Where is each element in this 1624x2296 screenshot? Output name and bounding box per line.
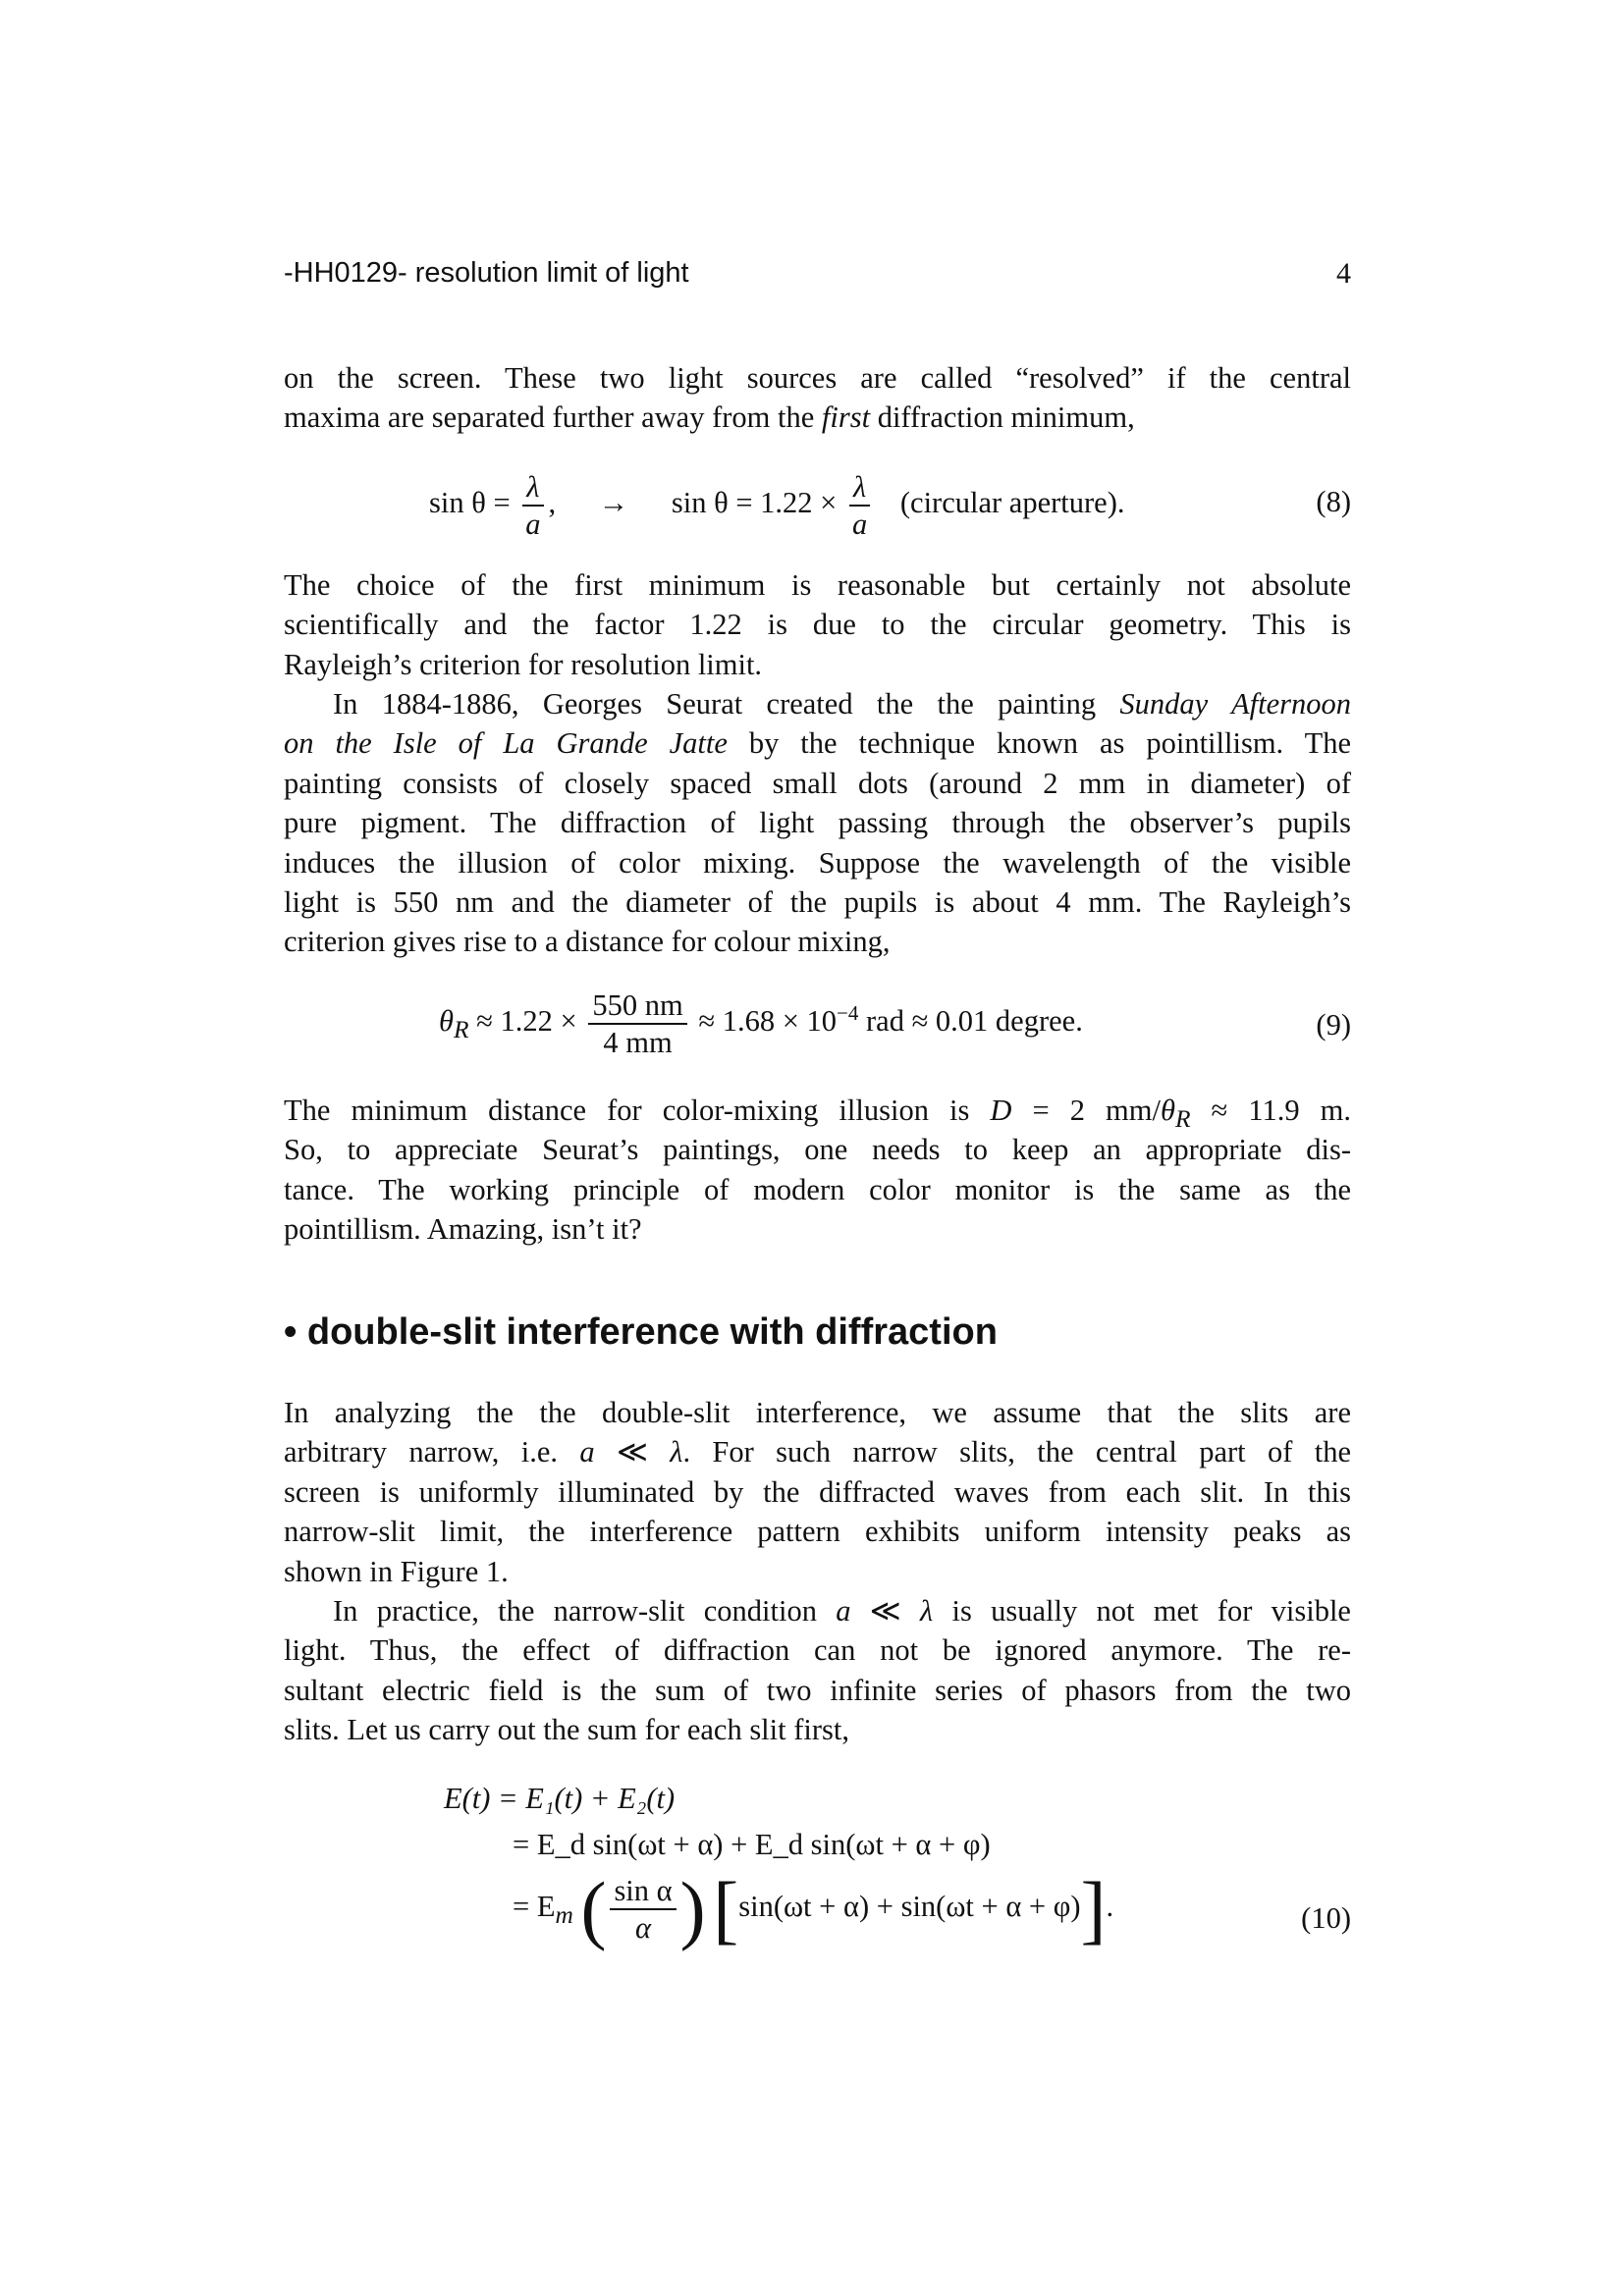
comma: ,	[548, 486, 557, 519]
eq8-rhs: sin θ = 1.22 ×	[671, 486, 838, 519]
denominator: 4 mm	[603, 1026, 673, 1059]
eq8-lhs: sin θ =	[429, 486, 511, 519]
numerator: sin α	[610, 1873, 676, 1910]
bullet: •	[284, 1311, 298, 1353]
text-segment: induces the illusion of color mixing. Suppose the wavelength of the visible	[284, 845, 1351, 880]
text-line	[284, 1091, 1351, 1134]
text-line	[284, 1393, 1351, 1432]
text-segment: slits. Let us carry out the sum for each slit first,	[284, 1713, 849, 1747]
text-segment: R	[1174, 1105, 1191, 1134]
text-segment: So, to appreciate Seurat’s paintings, one needs to keep an appropriate dis-	[284, 1133, 1351, 1167]
denominator: a	[852, 507, 868, 541]
text-segment: shown in Figure 1.	[284, 1554, 509, 1588]
eq9-rhs: ≈ 1.68 × 10	[698, 1004, 838, 1038]
text-segment: λ	[670, 1435, 683, 1469]
text-segment: Rayleigh’s criterion for resolution limit.	[284, 647, 763, 681]
paragraph	[284, 1591, 1351, 1750]
text-segment: In practice, the narrow-slit condition	[333, 1594, 837, 1628]
text-line	[284, 1591, 1351, 1630]
text-segment: first	[821, 400, 871, 435]
text-line	[284, 803, 1351, 842]
text-segment: light is 550 nm and the diameter of the pupils is about 4 mm. The Rayleigh’s	[284, 884, 1351, 919]
text-segment: a	[836, 1594, 851, 1628]
text-line	[284, 358, 1351, 398]
running-header	[284, 257, 1351, 290]
text-line	[284, 645, 1351, 684]
numerator: λ	[853, 470, 867, 504]
text-segment: tance. The working principle of modern color monitor is the same as the	[284, 1172, 1351, 1206]
text-line	[284, 764, 1351, 803]
section-title: double-slit interference with diffraction	[306, 1311, 998, 1353]
denominator: a	[525, 507, 541, 541]
text-segment: on the Isle of La Grande Jatte	[284, 726, 728, 761]
period: .	[1106, 1890, 1114, 1923]
text-line	[284, 843, 1351, 882]
text-segment: ≪	[850, 1594, 920, 1628]
text-segment: narrow-slit limit, the interference pattern exhibits uniform intensity peaks as	[284, 1515, 1351, 1549]
left-bracket: [	[713, 1866, 739, 1951]
eq10-line2: = E_d sin(ωt + α) + E_d sin(ωt + α + φ)	[513, 1828, 991, 1861]
equation-10-line-1	[444, 1782, 675, 1816]
text-segment: ≪	[594, 1435, 671, 1469]
text-segment: criterion gives rise to a distance for colour mixing,	[284, 925, 891, 959]
text-segment: In 1884-1886, Georges Seurat created the the painting	[333, 687, 1120, 721]
text-line	[284, 1432, 1351, 1471]
arrow: →	[598, 486, 629, 519]
text-segment: light. Thus, the effect of diffraction can not be ignored anymore. The re-	[284, 1633, 1351, 1668]
text-segment: screen is uniformly illuminated by the diffracted waves from each slit. In this	[284, 1474, 1351, 1509]
paragraph	[284, 358, 1351, 438]
theta: θ	[439, 1004, 454, 1038]
paragraph	[284, 1393, 1351, 1591]
paragraph	[284, 1091, 1351, 1250]
text-line	[284, 1552, 1351, 1591]
bracket-content: sin(ωt + α) + sin(ωt + α + φ)	[738, 1890, 1081, 1923]
text-segment: pure pigment. The diffraction of light passing through the observer’s pupils	[284, 806, 1351, 840]
equation-10-line-3	[513, 1866, 1114, 1951]
text-segment: arbitrary narrow, i.e.	[284, 1435, 580, 1469]
text-segment: . For such narrow slits, the central part of the	[682, 1435, 1351, 1469]
text-segment: diffraction minimum,	[870, 400, 1135, 435]
text-line	[284, 723, 1351, 763]
equation-10-line-2	[513, 1828, 991, 1862]
text-line	[284, 1130, 1351, 1169]
fraction	[521, 469, 544, 542]
page-number: 4	[1336, 257, 1351, 290]
text-line	[284, 684, 1351, 723]
fraction	[588, 988, 686, 1060]
equation-number: (10)	[1301, 1901, 1351, 1935]
eq8-note: (circular aperture).	[899, 486, 1125, 519]
eq9-tail: rad ≈ 0.01 degree.	[866, 1004, 1083, 1038]
denominator: α	[635, 1911, 652, 1945]
equation-number: (9)	[1316, 1008, 1351, 1041]
text-segment: on the screen. These two light sources are called “resolved” if the central	[284, 361, 1351, 395]
text-segment: by the technique known as pointillism. The	[727, 726, 1351, 761]
eq10-line1: E(t) = E₁(t) + E₂(t)	[444, 1782, 676, 1815]
eq10-em: = E	[513, 1890, 556, 1923]
text-line	[284, 1710, 1351, 1749]
paragraph	[284, 684, 1351, 962]
text-line	[284, 922, 1351, 961]
text-segment: scientifically and the factor 1.22 is due to the circular geometry. This is	[284, 608, 1351, 642]
text-line	[284, 882, 1351, 922]
fraction	[848, 469, 871, 542]
text-line	[284, 1630, 1351, 1670]
header-title: -HH0129- resolution limit of light	[284, 257, 689, 289]
paragraph	[284, 565, 1351, 684]
text-line	[284, 1512, 1351, 1551]
text-segment: a	[579, 1435, 595, 1469]
numerator: 550 nm	[588, 988, 686, 1025]
equation-8	[429, 469, 1124, 542]
text-line	[284, 398, 1351, 437]
text-segment: is usually not met for visible	[933, 1594, 1351, 1628]
eq9-mid: ≈ 1.22 ×	[476, 1004, 577, 1038]
text-segment: In analyzing the the double-slit interference, we assume that the slits are	[284, 1396, 1351, 1429]
text-line	[284, 565, 1351, 605]
text-segment: maxima are separated further away from the	[284, 400, 822, 435]
equation-number: (8)	[1316, 485, 1351, 518]
numerator: λ	[526, 470, 540, 504]
right-paren: )	[679, 1866, 706, 1951]
right-bracket: ]	[1080, 1866, 1107, 1951]
text-line	[284, 1209, 1351, 1249]
text-segment: D	[990, 1094, 1012, 1127]
text-segment: sultant electric field is the sum of two infinite series of phasors from the two	[284, 1673, 1351, 1707]
text-segment: painting consists of closely spaced small dots (around 2 mm in diameter) of	[284, 766, 1351, 800]
text-segment: Sunday Afternoon	[1119, 687, 1351, 721]
text-segment: λ	[920, 1594, 934, 1628]
left-paren: (	[580, 1866, 607, 1951]
text-segment: The choice of the first minimum is reasonable but certainly not absolute	[284, 568, 1351, 602]
text-segment: θ	[1160, 1094, 1175, 1127]
text-line	[284, 1671, 1351, 1710]
equation-9	[439, 988, 1083, 1060]
subscript: R	[453, 1016, 469, 1044]
subscript: m	[555, 1901, 573, 1930]
text-line	[284, 1170, 1351, 1209]
text-segment: ≈ 11.9 m.	[1190, 1094, 1351, 1127]
exponent: −4	[837, 1000, 859, 1025]
text-line	[284, 1472, 1351, 1512]
text-segment: The minimum distance for color-mixing illusion is	[284, 1094, 991, 1127]
text-segment: = 2 mm/	[1011, 1094, 1161, 1127]
section-heading	[284, 1311, 998, 1354]
text-line	[284, 605, 1351, 644]
text-segment: pointillism. Amazing, isn’t it?	[284, 1212, 642, 1247]
fraction	[610, 1873, 676, 1946]
